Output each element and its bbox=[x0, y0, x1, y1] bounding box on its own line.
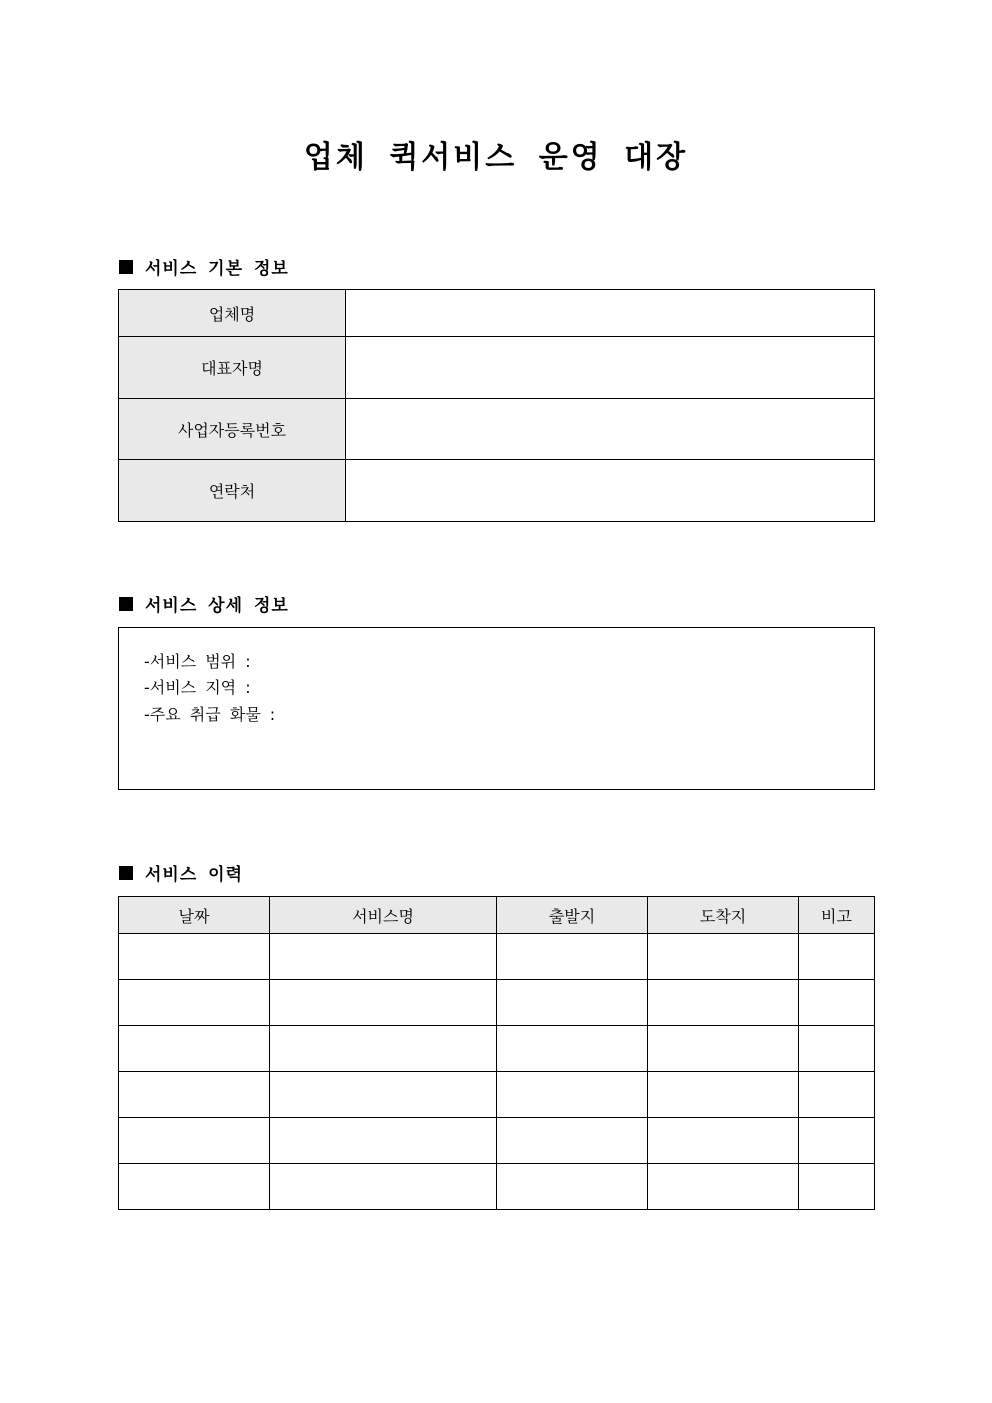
destination-cell[interactable] bbox=[648, 1164, 799, 1210]
service-area-line: -서비스 지역 : bbox=[144, 678, 251, 697]
date-cell[interactable] bbox=[119, 1072, 270, 1118]
service-name-cell[interactable] bbox=[270, 1072, 497, 1118]
column-header-remarks: 비고 bbox=[799, 897, 875, 934]
service-name-cell[interactable] bbox=[270, 1026, 497, 1072]
section-heading-basic-info bbox=[119, 254, 289, 279]
service-scope-line: -서비스 범위 : bbox=[144, 652, 251, 671]
detail-info-box[interactable] bbox=[118, 627, 875, 790]
destination-cell[interactable] bbox=[648, 1026, 799, 1072]
table-row bbox=[119, 290, 875, 337]
label-business-number: 사업자등록번호 bbox=[119, 399, 346, 460]
remarks-cell[interactable] bbox=[799, 1118, 875, 1164]
destination-cell[interactable] bbox=[648, 934, 799, 980]
remarks-cell[interactable] bbox=[799, 980, 875, 1026]
date-cell[interactable] bbox=[119, 1164, 270, 1210]
square-bullet-icon bbox=[119, 866, 133, 880]
main-cargo-line: -주요 취급 화물 : bbox=[144, 705, 276, 724]
table-row bbox=[119, 1164, 875, 1210]
origin-cell[interactable] bbox=[497, 1118, 648, 1164]
contact-field[interactable] bbox=[346, 460, 875, 522]
label-company-name: 업체명 bbox=[119, 290, 346, 337]
table-row bbox=[119, 980, 875, 1026]
remarks-cell[interactable] bbox=[799, 1164, 875, 1210]
section-heading-history bbox=[119, 860, 243, 885]
origin-cell[interactable] bbox=[497, 1164, 648, 1210]
column-header-service-name: 서비스명 bbox=[270, 897, 497, 934]
column-header-destination: 도착지 bbox=[648, 897, 799, 934]
company-name-field[interactable] bbox=[346, 290, 875, 337]
column-header-origin: 출발지 bbox=[497, 897, 648, 934]
origin-cell[interactable] bbox=[497, 1072, 648, 1118]
label-representative: 대표자명 bbox=[119, 337, 346, 399]
destination-cell[interactable] bbox=[648, 1072, 799, 1118]
table-row bbox=[119, 934, 875, 980]
service-name-cell[interactable] bbox=[270, 1118, 497, 1164]
table-row bbox=[119, 1072, 875, 1118]
square-bullet-icon bbox=[119, 597, 133, 611]
table-row bbox=[119, 460, 875, 522]
date-cell[interactable] bbox=[119, 1026, 270, 1072]
remarks-cell[interactable] bbox=[799, 1072, 875, 1118]
date-cell[interactable] bbox=[119, 934, 270, 980]
service-name-cell[interactable] bbox=[270, 934, 497, 980]
table-row bbox=[119, 337, 875, 399]
destination-cell[interactable] bbox=[648, 1118, 799, 1164]
service-history-table bbox=[118, 896, 875, 1210]
section-heading-detail-info bbox=[119, 591, 289, 616]
table-row bbox=[119, 1026, 875, 1072]
label-contact: 연락처 bbox=[119, 460, 346, 522]
date-cell[interactable] bbox=[119, 1118, 270, 1164]
table-row bbox=[119, 399, 875, 460]
origin-cell[interactable] bbox=[497, 934, 648, 980]
service-name-cell[interactable] bbox=[270, 1164, 497, 1210]
remarks-cell[interactable] bbox=[799, 934, 875, 980]
section-heading-text: 서비스 상세 정보 bbox=[145, 596, 289, 616]
table-header-row bbox=[119, 897, 875, 934]
table-row bbox=[119, 1118, 875, 1164]
section-heading-text: 서비스 이력 bbox=[145, 865, 244, 885]
column-header-date: 날짜 bbox=[119, 897, 270, 934]
representative-field[interactable] bbox=[346, 337, 875, 399]
square-bullet-icon bbox=[119, 260, 133, 274]
service-name-cell[interactable] bbox=[270, 980, 497, 1026]
section-heading-text: 서비스 기본 정보 bbox=[145, 259, 289, 279]
destination-cell[interactable] bbox=[648, 980, 799, 1026]
remarks-cell[interactable] bbox=[799, 1026, 875, 1072]
origin-cell[interactable] bbox=[497, 980, 648, 1026]
basic-info-table bbox=[118, 289, 875, 522]
business-number-field[interactable] bbox=[346, 399, 875, 460]
document-title: 업체 퀵서비스 운영 대장 bbox=[303, 140, 689, 175]
date-cell[interactable] bbox=[119, 980, 270, 1026]
origin-cell[interactable] bbox=[497, 1026, 648, 1072]
